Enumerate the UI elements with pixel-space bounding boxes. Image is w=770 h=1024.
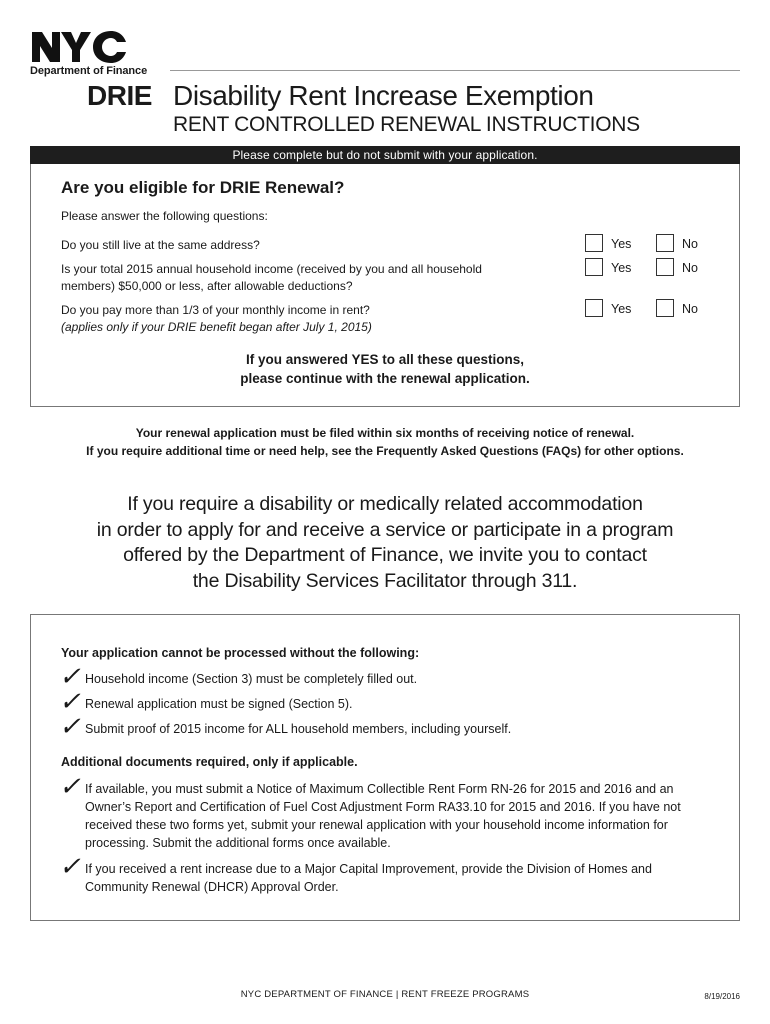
yes-label: Yes [611, 237, 632, 251]
list-item [59, 772, 709, 852]
checkmark-icon: ✓ [59, 662, 81, 692]
list-item [59, 662, 709, 692]
q2-yes-checkbox[interactable] [585, 258, 603, 276]
page-footer: NYC DEPARTMENT OF FINANCE | RENT FREEZE PROGRAMS [240, 989, 530, 1000]
list-item-text: Submit proof of 2015 income for ALL household members, including yourself. [85, 722, 512, 736]
nyc-logo [30, 28, 152, 64]
header-divider [170, 70, 740, 71]
filing-notice [0, 424, 770, 460]
list-item-text: If you received a rent increase due to a Major Capital Improvement, provide the Division of Homes and Community Renewal (DHCR) Approval Order. [85, 862, 652, 894]
accommodation-line: If you require a disability or medically related accommodation [127, 493, 643, 515]
page-subtitle: RENT CONTROLLED RENEWAL INSTRUCTIONS [173, 113, 640, 136]
question-text: Do you pay more than 1/3 of your monthly income in rent? [61, 303, 370, 317]
eligibility-intro: Please answer the following questions: [61, 209, 268, 223]
no-label: No [682, 302, 698, 316]
list-item-text: Renewal application must be signed (Section 5). [85, 697, 353, 711]
eligibility-heading: Are you eligible for DRIE Renewal? [61, 178, 345, 197]
filing-notice-line: If you require additional time or need help, see the Frequently Asked Questions (FAQs) for other options. [86, 444, 684, 458]
yes-label: Yes [611, 261, 632, 275]
no-label: No [682, 261, 698, 275]
no-label: No [682, 237, 698, 251]
checkmark-icon: ✓ [59, 852, 81, 882]
checkmark-icon: ✓ [59, 772, 81, 802]
nyc-logo-mark [30, 28, 130, 64]
additional-documents-heading: Additional documents required, only if applicable. [61, 755, 358, 769]
department-name: Department of Finance [30, 65, 148, 77]
question-income [61, 261, 531, 295]
list-item-text: If available, you must submit a Notice of Maximum Collectible Rent Form RN-26 for 2015 and 2016 and an Owner’s Report and Certification of Fuel Cost Adjustment Form RA33.10 for 2015 and 2016. If you have not received these two forms yet, submit your renewal application with your household income information for processing. Submit the additional forms once available. [85, 782, 681, 850]
q1-yes-checkbox[interactable] [585, 234, 603, 252]
q1-no-checkbox[interactable] [656, 234, 674, 252]
requirements-heading: Your application cannot be processed without the following: [61, 646, 420, 660]
list-item [59, 712, 709, 742]
accommodation-line: offered by the Department of Finance, we invite you to contact [123, 544, 647, 566]
question-note: (applies only if your DRIE benefit began after July 1, 2015) [61, 320, 372, 334]
eligibility-conclusion-line: If you answered YES to all these questions, [245, 352, 525, 367]
question-text: Do you still live at the same address? [61, 238, 260, 252]
eligibility-conclusion [31, 350, 739, 388]
question-rent-ratio [61, 302, 531, 336]
accommodation-statement [0, 492, 770, 594]
checkmark-icon: ✓ [59, 712, 81, 742]
q2-no-checkbox[interactable] [656, 258, 674, 276]
list-item [59, 687, 709, 717]
q3-yes-checkbox[interactable] [585, 299, 603, 317]
page-title: Disability Rent Increase Exemption [173, 80, 594, 111]
eligibility-conclusion-line: please continue with the renewal application. [240, 371, 530, 386]
program-acronym: DRIE [87, 80, 152, 111]
revision-date: 8/19/2016 [704, 992, 740, 1001]
eligibility-section [30, 164, 740, 407]
question-same-address [61, 237, 531, 254]
yes-label: Yes [611, 302, 632, 316]
list-item [59, 852, 709, 896]
q3-no-checkbox[interactable] [656, 299, 674, 317]
instruction-banner: Please complete but do not submit with your application. [30, 146, 740, 164]
question-text: Is your total 2015 annual household income (received by you and all household members) $50,000 or less, after allowable deductions? [61, 262, 482, 293]
accommodation-line: in order to apply for and receive a service or participate in a program [96, 518, 674, 541]
filing-notice-line: Your renewal application must be filed within six months of receiving notice of renewal. [135, 426, 635, 440]
list-item-text: Household income (Section 3) must be completely filled out. [85, 672, 418, 686]
checkmark-icon: ✓ [59, 687, 81, 717]
requirements-section [30, 614, 740, 921]
accommodation-line: the Disability Services Facilitator through 311. [192, 569, 578, 592]
